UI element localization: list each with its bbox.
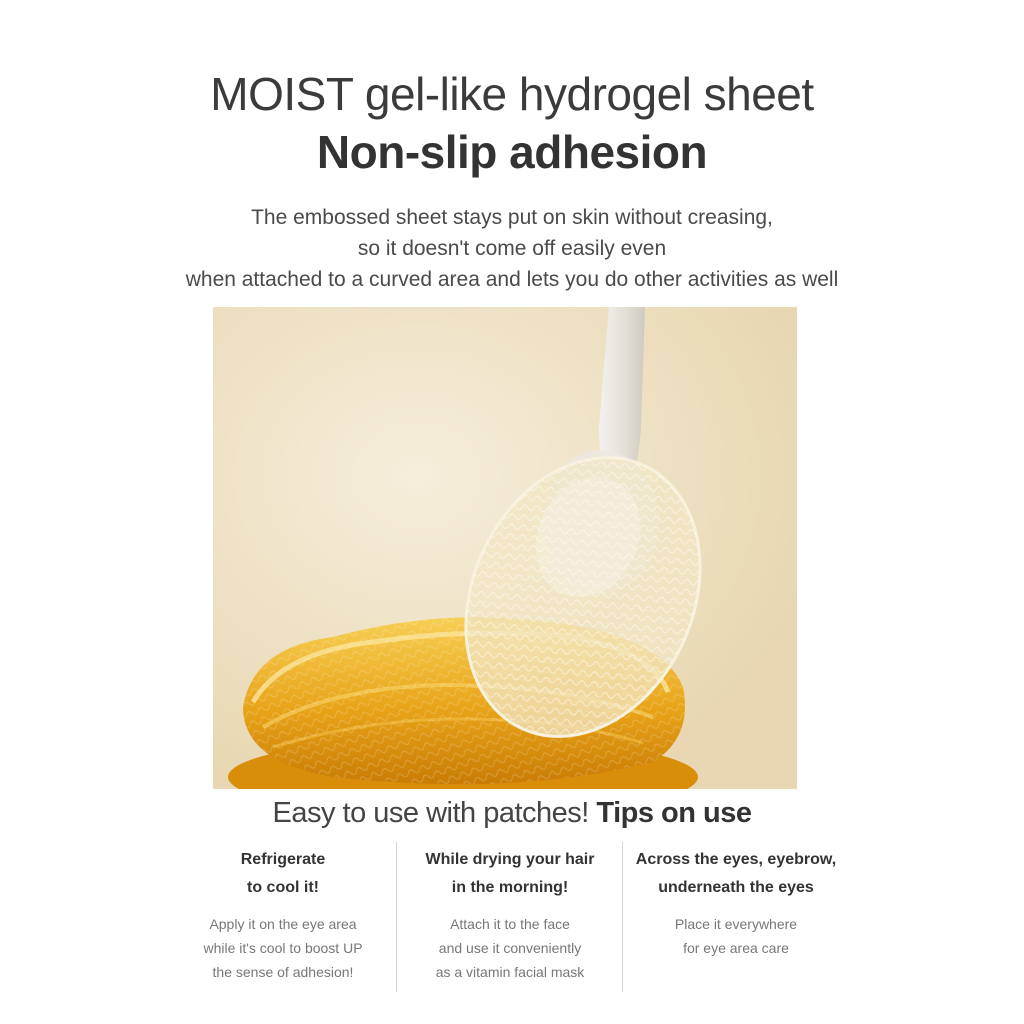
- tip-column-eye-area: [622, 842, 849, 992]
- tip-title: [397, 846, 623, 902]
- tip-title-line: Refrigerate: [240, 851, 326, 868]
- tip-column-drying-hair: [396, 842, 623, 992]
- tips-title-bold: Tips on use: [596, 797, 752, 829]
- description-line: so it doesn't come off easily even: [357, 237, 667, 260]
- hydrogel-patch-illustration: [213, 307, 797, 789]
- tip-title-line: Across the eyes, eyebrow,: [635, 851, 837, 868]
- tip-body: [397, 912, 623, 984]
- tip-title-line: to cool it!: [247, 879, 319, 896]
- headline: MOIST gel-like hydrogel sheet: [210, 68, 814, 120]
- tip-body: [623, 912, 849, 960]
- tip-body-line: while it's cool to boost UP: [203, 940, 363, 956]
- tip-body: [170, 912, 396, 984]
- tip-title: [623, 846, 849, 902]
- tip-body-line: as a vitamin facial mask: [435, 964, 585, 980]
- tips-columns: [170, 842, 850, 992]
- tip-body-line: for eye area care: [683, 940, 789, 956]
- description-line: when attached to a curved area and lets you do other activities as well: [185, 268, 839, 291]
- tip-title-line: While drying your hair: [425, 851, 595, 868]
- tip-body-line: and use it conveniently: [438, 940, 582, 956]
- tips-title-light: Easy to use with patches!: [272, 797, 589, 829]
- subhead: Non-slip adhesion: [316, 126, 708, 178]
- tips-title: [0, 793, 1024, 833]
- tip-body-line: Attach it to the face: [450, 916, 570, 932]
- tip-body-line: Place it everywhere: [674, 916, 798, 932]
- product-photo: [213, 307, 797, 789]
- tip-column-refrigerate: [170, 842, 396, 992]
- tip-title-line: underneath the eyes: [658, 879, 814, 896]
- description-line: The embossed sheet stays put on skin without creasing,: [251, 206, 773, 229]
- description: [0, 202, 1024, 295]
- tip-title: [170, 846, 396, 902]
- tip-body-line: Apply it on the eye area: [209, 916, 357, 932]
- tip-body-line: the sense of adhesion!: [212, 964, 354, 980]
- tip-title-line: in the morning!: [451, 879, 569, 896]
